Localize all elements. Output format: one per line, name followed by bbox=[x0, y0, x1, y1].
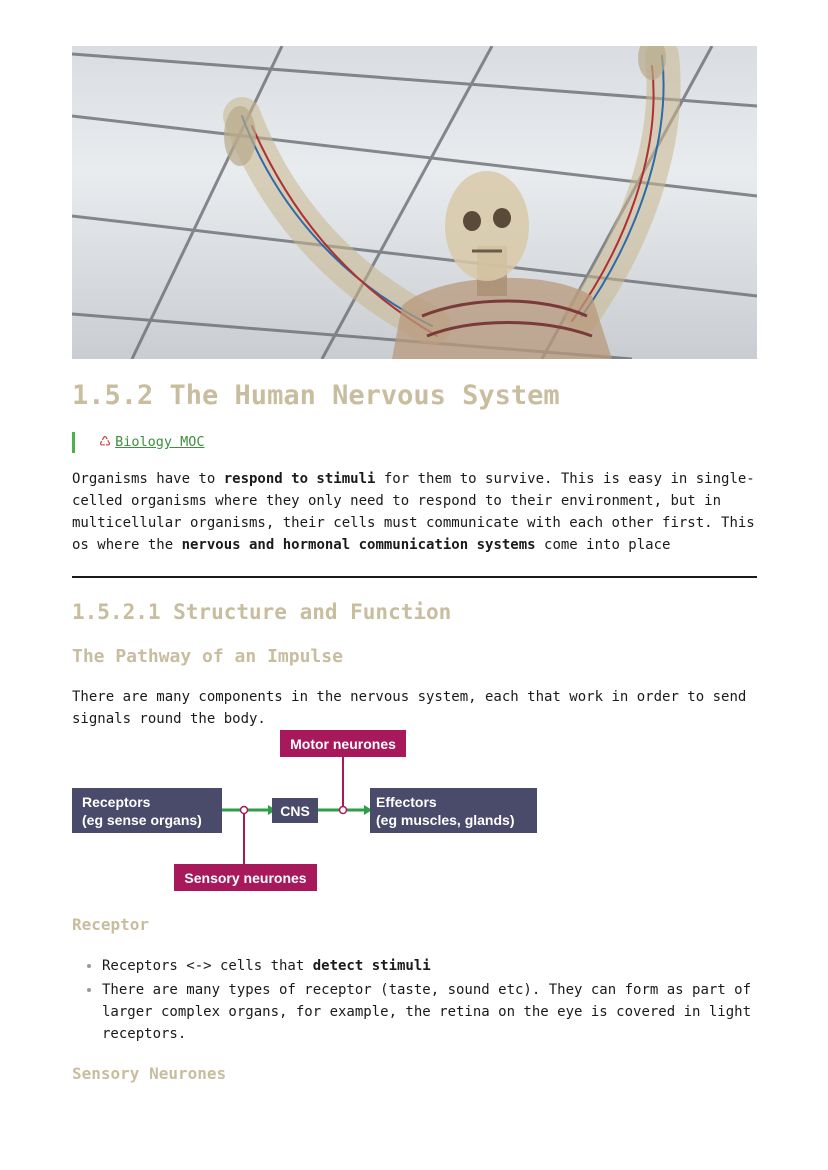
receptors-sublabel: (eg sense organs) bbox=[82, 812, 202, 828]
receptors-label: Receptors bbox=[82, 794, 151, 810]
receptor-list bbox=[72, 955, 762, 1047]
pathway-heading: The Pathway of an Impulse bbox=[72, 646, 343, 667]
section-divider bbox=[72, 576, 757, 578]
list-item bbox=[102, 979, 762, 1045]
cns-label: CNS bbox=[280, 803, 310, 819]
page-title: 1.5.2 The Human Nervous System bbox=[72, 380, 560, 411]
receptors-box bbox=[72, 788, 222, 833]
biology-moc-link[interactable]: Biology MOC bbox=[115, 434, 205, 450]
section-heading: 1.5.2.1 Structure and Function bbox=[72, 600, 452, 624]
bullet2-text: There are many types of receptor (taste, sound etc). They can form as part of larger complex organs, for example, the retina on the eye is covered in light receptors. bbox=[102, 982, 752, 1042]
intro-text-1: Organisms have to bbox=[72, 471, 224, 487]
effectors-box bbox=[370, 788, 537, 833]
sensory-neurones-heading: Sensory Neurones bbox=[72, 1064, 227, 1083]
lungs-icon: ♺ bbox=[99, 434, 112, 450]
intro-bold-1: respond to stimuli bbox=[223, 471, 376, 487]
intro-text-2: for them to survive. This is easy in single-celled organisms where they only need to respond to their environment, but in multicellular organisms, their cells must communicate with each other first. This os where the bbox=[72, 471, 755, 553]
moc-callout bbox=[72, 432, 205, 453]
bullet1-bold: detect stimuli bbox=[312, 958, 431, 974]
intro-paragraph bbox=[72, 468, 762, 556]
sensory-neurones-label: Sensory neurones bbox=[184, 870, 307, 886]
motor-junction bbox=[340, 807, 347, 814]
receptor-heading: Receptor bbox=[72, 915, 150, 934]
motor-neurones-box bbox=[280, 730, 406, 757]
sensory-junction bbox=[241, 807, 248, 814]
cns-box bbox=[272, 798, 318, 823]
list-item bbox=[102, 955, 762, 977]
hero-image-nervous-system-model bbox=[72, 46, 757, 359]
effectors-sublabel: (eg muscles, glands) bbox=[376, 812, 515, 828]
intro-bold-2: nervous and hormonal communication systems bbox=[181, 537, 536, 553]
effectors-label: Effectors bbox=[376, 794, 437, 810]
sensory-neurones-box bbox=[174, 864, 317, 891]
bullet1-text: Receptors <-> cells that bbox=[102, 958, 313, 974]
impulse-pathway-diagram bbox=[72, 728, 542, 894]
intro-text-3: come into place bbox=[535, 537, 671, 553]
motor-neurones-label: Motor neurones bbox=[290, 736, 396, 752]
pathway-paragraph: There are many components in the nervous system, each that work in order to send signals round the body. bbox=[72, 689, 747, 727]
